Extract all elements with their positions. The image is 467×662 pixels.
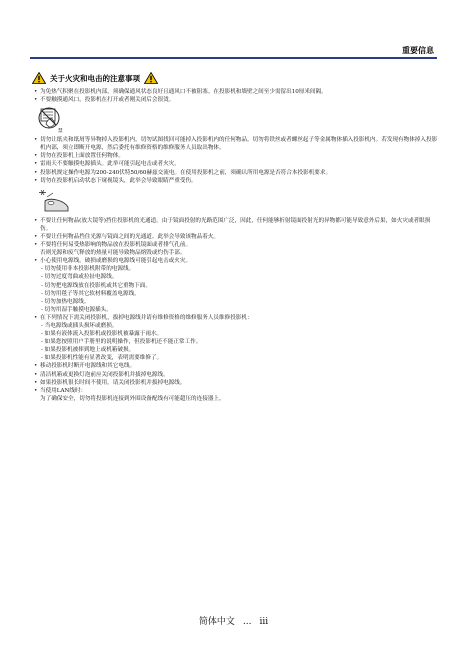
sub-item: - 切勿用毯子等其它软材料覆盖电源线。 bbox=[41, 290, 140, 297]
page-header-title: 重要信息 bbox=[402, 46, 434, 55]
sub-item: - 切勿把电源线放在投影机或其它重物下面。 bbox=[41, 282, 151, 289]
list-item: • 在下列情况下需关闭投影机，拔掉电源线并请有维修资格的维修服务人员维修投影机： bbox=[34, 314, 438, 322]
sub-item: - 如果您按照用户手册里的说明操作，但投影机还不能正常工作。 bbox=[41, 339, 202, 346]
list-item: • 不要触摸通风口，投影机在打开或者刚关闭后会很烫。 bbox=[34, 96, 438, 104]
no-touch-caption: 禁 bbox=[58, 129, 63, 134]
section-heading bbox=[32, 71, 158, 85]
lens-warning-illustration bbox=[34, 187, 438, 214]
list-item: • 移动投影机时断开电源线和其它电线。 bbox=[34, 362, 438, 370]
list-note: 否则光源和废气释放的热量可能导致物品熔毁或灼伤手部。 bbox=[40, 250, 186, 257]
list-item: • 不要让任何物品(放大镜等)挡住投影机的光通道。由于镜面投射的光路范围广泛，因此，任何能够折射镜面投射光的异物都可能导致意外后果，如火灾或者眼损伤。 bbox=[34, 217, 438, 233]
list-item: • 不要将任何易受热影响的物品放在投影机镜面或者排气孔前。 bbox=[34, 241, 438, 249]
list-item: • 当使用LAN线时： bbox=[34, 387, 438, 395]
list-item: • 雷雨天不要触摸电源插头。此举可能引起电击或者火灾。 bbox=[34, 160, 438, 168]
sub-item: - 切勿用湿手触摸电源插头。 bbox=[41, 306, 112, 313]
lens-glare-icon bbox=[37, 187, 71, 214]
footer-language: 简体中文 bbox=[198, 617, 235, 627]
footer-dots: ... bbox=[242, 617, 252, 627]
sub-item: - 切勿过度弯曲或拉扯电源线。 bbox=[41, 274, 118, 281]
section-heading-text: 关于火灾和电击的注意事项 bbox=[50, 73, 140, 83]
warning-icon bbox=[32, 72, 46, 84]
warning-icon bbox=[144, 72, 158, 84]
list-item: • 不要让任何物品挡住光源与镜面之间的光通道。此举会导致该物品着火。 bbox=[34, 233, 438, 241]
sub-item: - 当电源线或插头损坏或磨损。 bbox=[41, 322, 118, 329]
no-touch-vent-icon bbox=[37, 106, 67, 133]
sub-item: - 切勿使用非本投影机附带的电源线。 bbox=[41, 266, 135, 273]
sub-item: - 如果投影机被摔到地上或机箱破损。 bbox=[41, 347, 135, 354]
list-item: • 为免热气积聚在投影机内部，须确保通风状态良好且通风口不被阻塞。在投影机和墙壁之间至少需留出10厘米间隔。 bbox=[34, 88, 438, 96]
header-divider bbox=[30, 57, 437, 59]
list-item: • 投影机规定操作电源为200-240伏特50/60赫兹交流电。在使用投影机之前，须确认所用电源是否符合本投影机要求。 bbox=[34, 169, 438, 177]
sub-item: - 如果投影机性能有显著改变，表明需要维修了。 bbox=[41, 355, 163, 362]
list-item: • 切勿在投影机启动状态下窥视镜头，此举会导致眼睛严重受伤。 bbox=[34, 177, 438, 185]
no-touch-illustration bbox=[34, 106, 438, 133]
sub-item: - 切勿加热电源线。 bbox=[41, 298, 90, 305]
warnings-content bbox=[34, 88, 438, 403]
sub-item: - 如果有液体流入投影机或投影机被暴露于雨水。 bbox=[41, 331, 163, 338]
list-item: • 如果投影机很长时间不使用，请关闭投影机并拔掉电源线。 bbox=[34, 379, 438, 387]
page-number: iii bbox=[259, 617, 269, 627]
list-item: • 小心使用电源线。破损或磨损的电源线可能引起电击或火灾。 bbox=[34, 257, 438, 265]
list-item: • 切勿让纸夹和纸屑等异物掉入投影机内。切勿试图找回可能掉入投影机内的任何物品。切勿将铁丝或者螺丝起子等金属物体插入投影机内。若发现有物体掉入投影机内部，须立即断开电源，然后委托有维修资格的维修服务人员取出物体。 bbox=[34, 136, 438, 152]
list-item: • 清洁机箱或更换灯泡前应关闭投影机并拔掉电源线。 bbox=[34, 371, 438, 379]
lan-note: 为了确保安全，切勿将投影机连接到外围设备配线有可能超压的连接器上。 bbox=[40, 395, 225, 402]
page-footer bbox=[0, 614, 467, 627]
list-item: • 切勿在投影机上面放置任何物体。 bbox=[34, 152, 438, 160]
